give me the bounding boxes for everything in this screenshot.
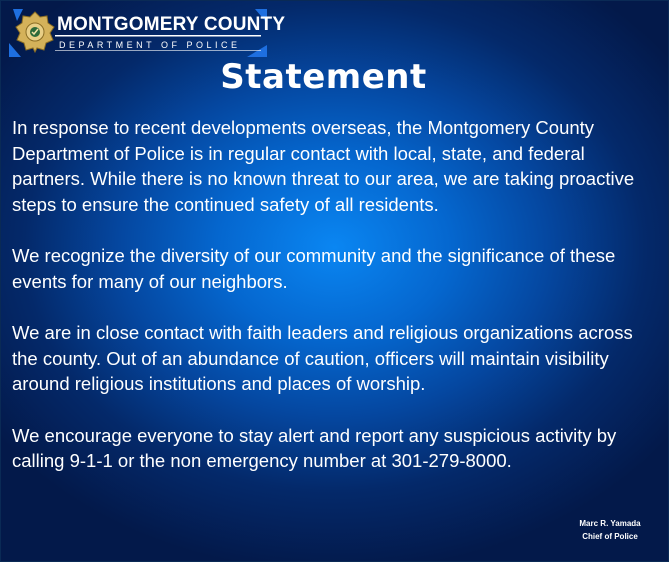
statement-paragraph: In response to recent developments overseas, the Montgomery County Department of Police is in regular contact with local, state, and federal partners. While there is no known threat to our area, we are taking proactive steps to ensure the continued safety of all residents.: [12, 117, 635, 215]
statement-paragraph: We are in close contact with faith leaders and religious organizations across the county. Out of an abundance of caution, officers will maintain visibility around religious institutions and places of worship.: [12, 322, 633, 394]
page-title: Statement: [220, 57, 427, 97]
police-badge-icon: [15, 11, 55, 53]
signature-name: Marc R. Yamada: [579, 519, 641, 528]
department-logo: [9, 9, 286, 57]
signature-block: [575, 517, 645, 543]
statement-paragraph: We recognize the diversity of our community and the significance of these events for many of our neighbors.: [12, 245, 616, 292]
statement-body: [12, 115, 658, 500]
statement-paragraph: We encourage everyone to stay alert and report any suspicious activity by calling 9-1-1 or the non emergency number at 301-279-8000.: [12, 424, 617, 471]
signature-title: Chief of Police: [582, 532, 638, 541]
logo-title: MONTGOMERY COUNTY: [57, 14, 286, 35]
logo-subtitle: DEPARTMENT OF POLICE: [59, 40, 241, 50]
